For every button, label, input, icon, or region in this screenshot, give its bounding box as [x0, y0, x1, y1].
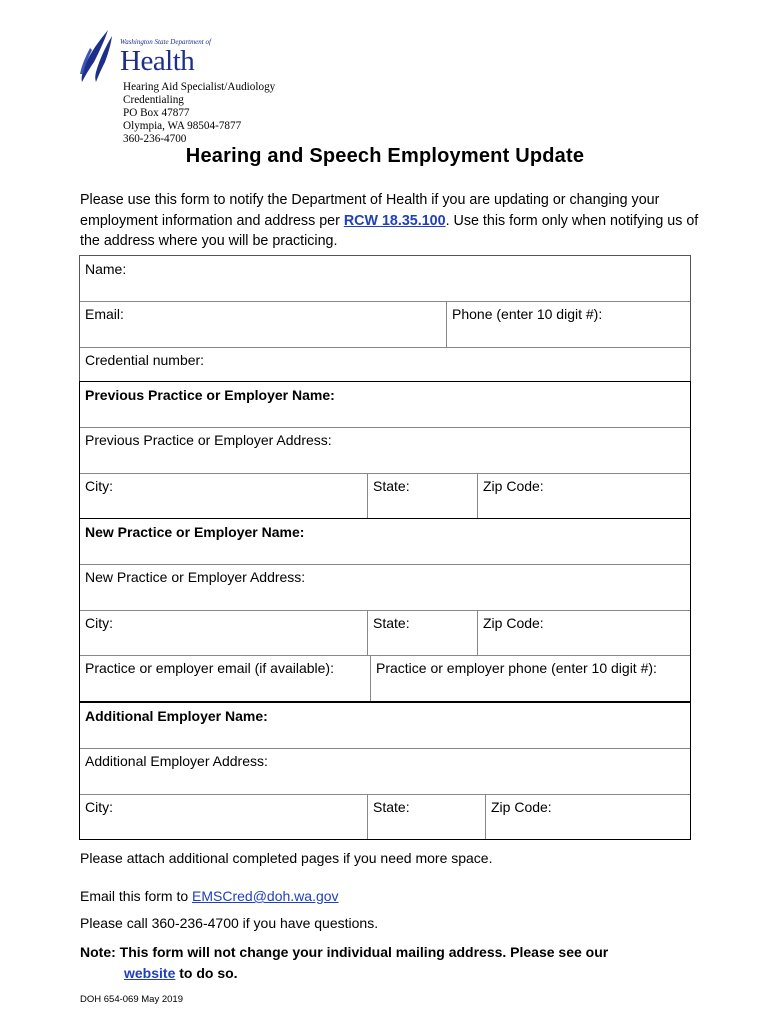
- credential-label: Credential number:: [85, 352, 205, 368]
- add-zip-field[interactable]: [485, 794, 690, 839]
- rcw-link[interactable]: RCW 18.35.100: [343, 212, 446, 229]
- add-name-label: Additional Employer Name:: [85, 708, 268, 724]
- practice-email-label: Practice or employer email (if available):: [85, 660, 334, 676]
- zip-label: Zip Code:: [483, 615, 544, 631]
- add-city-field[interactable]: [80, 794, 367, 839]
- new-state-field[interactable]: [367, 610, 478, 655]
- prev-name-row[interactable]: [80, 382, 690, 428]
- prev-name-label: Previous Practice or Employer Name:: [85, 387, 335, 403]
- add-state-field[interactable]: [367, 794, 486, 839]
- practice-phone-label: Practice or employer phone (enter 10 digit #):: [376, 660, 657, 676]
- feather-logo-icon: [78, 28, 122, 84]
- intro-paragraph: [80, 190, 700, 252]
- intro-text-end: . Use this form only when notifying us of the address where you will be practicing.: [80, 212, 699, 249]
- logo-department-text: Washington State Department of: [120, 38, 211, 46]
- city-label: City:: [85, 615, 113, 631]
- address-line: Hearing Aid Specialist/Audiology: [123, 81, 276, 93]
- prev-city-row: [80, 473, 690, 518]
- note-line-1: Note: This form will not change your individual mailing address. Please see our: [80, 944, 609, 960]
- email-phone-row: [80, 301, 690, 348]
- email-field[interactable]: [80, 301, 446, 347]
- address-line: Olympia, WA 98504-7877: [123, 120, 242, 132]
- name-label: Name:: [85, 261, 127, 277]
- practice-phone-field[interactable]: [370, 655, 690, 701]
- new-address-row[interactable]: [80, 564, 690, 611]
- add-address-row[interactable]: [80, 748, 690, 795]
- phone-label: Phone (enter 10 digit #):: [452, 306, 603, 322]
- new-zip-field[interactable]: [477, 610, 690, 655]
- add-name-row[interactable]: [80, 703, 690, 749]
- prev-state-field[interactable]: [367, 473, 478, 518]
- address-line: Credentialing: [123, 94, 184, 106]
- city-label: City:: [85, 478, 113, 494]
- additional-employer-section: [79, 702, 691, 840]
- practice-email-field[interactable]: [80, 655, 370, 701]
- credential-row[interactable]: [80, 347, 690, 381]
- prev-address-row[interactable]: [80, 427, 690, 474]
- email-prefix: Email this form to: [80, 888, 193, 904]
- name-row[interactable]: [80, 256, 690, 302]
- add-city-row: [80, 794, 690, 839]
- attach-note: Please attach additional completed pages if you need more space.: [80, 850, 493, 866]
- state-label: State:: [373, 615, 410, 631]
- zip-label: Zip Code:: [483, 478, 544, 494]
- prev-zip-field[interactable]: [477, 473, 690, 518]
- intro-text: Please use this form to notify the Department of Health if you are updating or changing your employment information and address per: [80, 192, 660, 229]
- new-address-label: New Practice or Employer Address:: [85, 569, 306, 585]
- email-link[interactable]: EMSCred@doh.wa.gov: [192, 888, 339, 904]
- new-city-field[interactable]: [80, 610, 367, 655]
- prev-city-field[interactable]: [80, 473, 367, 518]
- practice-contact-row: [80, 655, 690, 701]
- zip-label: Zip Code:: [491, 799, 552, 815]
- address-line: 360-236-4700: [123, 133, 187, 145]
- new-city-row: [80, 610, 690, 656]
- state-label: State:: [373, 799, 410, 815]
- office-address: [123, 81, 275, 146]
- form-number: DOH 654-069 May 2019: [80, 994, 183, 1005]
- contact-section: [79, 255, 691, 382]
- phone-field[interactable]: [446, 301, 690, 347]
- email-instruction: [80, 888, 339, 904]
- city-label: City:: [85, 799, 113, 815]
- previous-employer-section: [79, 381, 691, 519]
- doh-logo: [78, 28, 218, 84]
- address-line: PO Box 47877: [123, 107, 190, 119]
- new-name-row[interactable]: [80, 519, 690, 565]
- logo-health-text: Health: [120, 45, 195, 77]
- new-employer-section: [79, 518, 691, 702]
- form-title: Hearing and Speech Employment Update: [185, 145, 585, 167]
- state-label: State:: [373, 478, 410, 494]
- note-suffix: to do so.: [175, 965, 238, 981]
- prev-address-label: Previous Practice or Employer Address:: [85, 432, 332, 448]
- add-address-label: Additional Employer Address:: [85, 753, 268, 769]
- call-instruction: Please call 360-236-4700 if you have questions.: [80, 915, 379, 931]
- new-name-label: New Practice or Employer Name:: [85, 524, 305, 540]
- website-link[interactable]: website: [124, 965, 176, 981]
- email-label: Email:: [85, 306, 124, 322]
- mailing-address-note: [80, 942, 608, 984]
- note-line-2: [80, 963, 608, 984]
